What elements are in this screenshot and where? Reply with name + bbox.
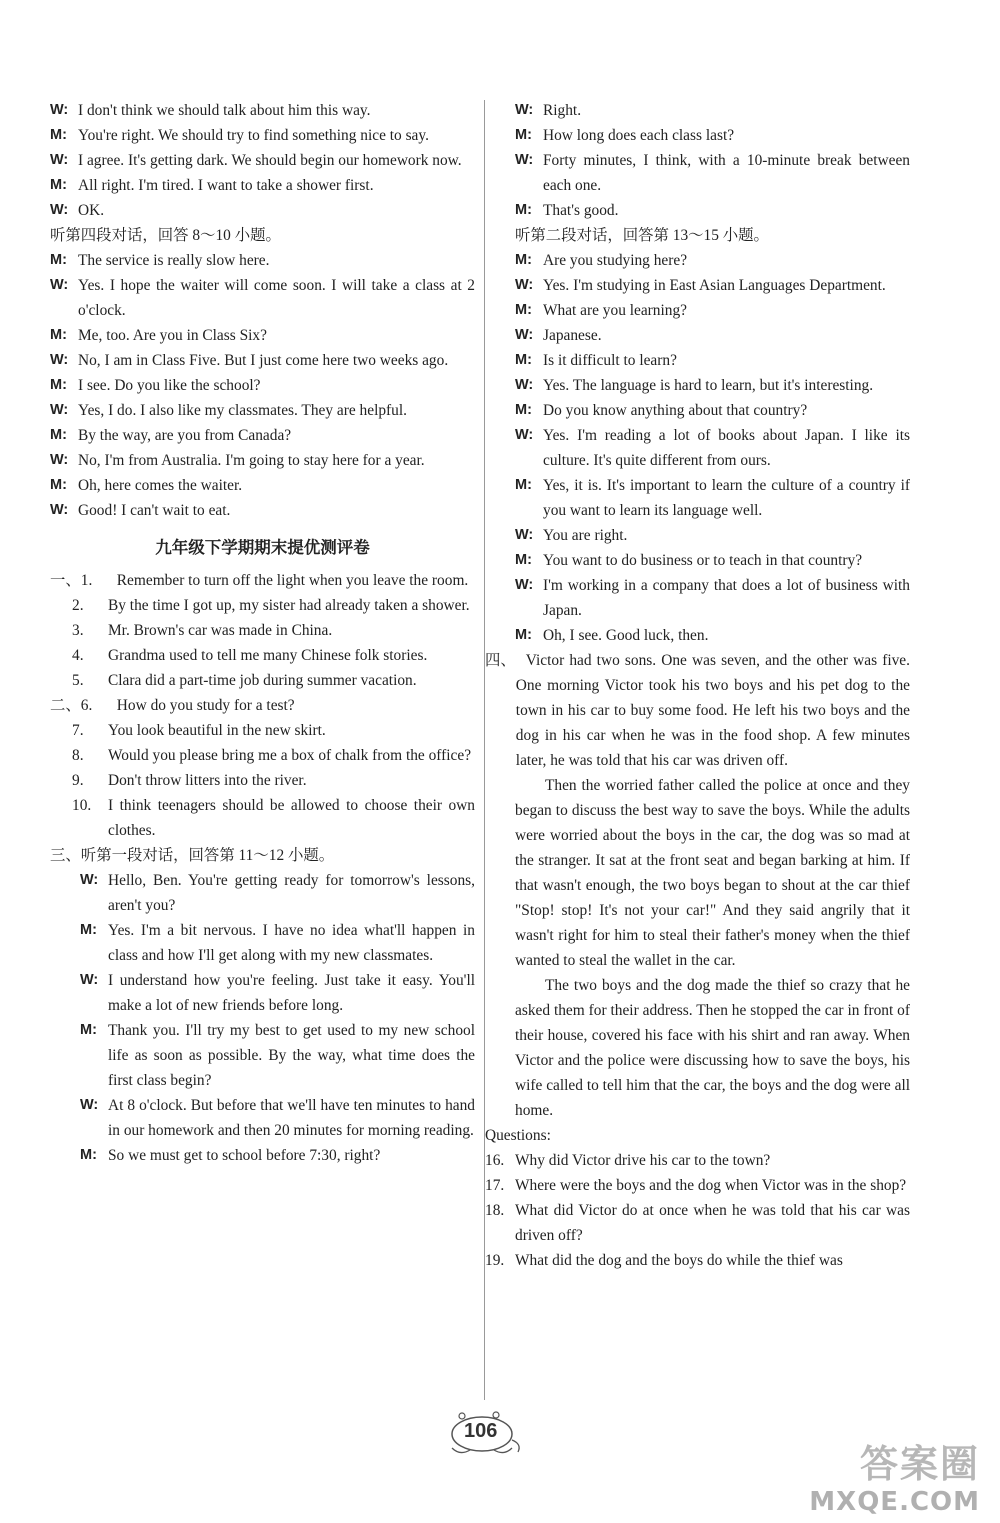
speaker-label: W: bbox=[515, 577, 534, 593]
dialog-text: Good! I can't wait to eat. bbox=[78, 502, 231, 519]
dialog-text: I agree. It's getting dark. We should begin our homework now. bbox=[78, 152, 462, 169]
dialog-line bbox=[515, 323, 910, 348]
speaker-label: W: bbox=[50, 452, 69, 468]
speaker-label: M: bbox=[515, 127, 532, 143]
dialog-line bbox=[50, 248, 475, 273]
question-item bbox=[485, 1198, 910, 1248]
dialog-text: You are right. bbox=[543, 527, 628, 544]
item-number: 5. bbox=[72, 672, 84, 689]
dialog-text: What are you learning? bbox=[543, 302, 688, 319]
dialog-line bbox=[50, 423, 475, 448]
speaker-label: M: bbox=[50, 377, 67, 393]
question-item bbox=[485, 1148, 910, 1173]
list-item bbox=[50, 768, 475, 793]
dialog-line bbox=[50, 473, 475, 498]
dialog-line bbox=[515, 373, 910, 398]
dialog-text: OK. bbox=[78, 202, 105, 219]
dialog-line bbox=[50, 498, 475, 523]
speaker-label: W: bbox=[515, 377, 534, 393]
list-item bbox=[50, 668, 475, 693]
speaker-label: M: bbox=[50, 327, 67, 343]
dialog-line bbox=[50, 348, 475, 373]
part-four bbox=[485, 648, 910, 1273]
item-number: 3. bbox=[72, 622, 84, 639]
list-item bbox=[50, 793, 475, 843]
dialog-text: Oh, I see. Good luck, then. bbox=[543, 627, 709, 644]
item-text: Remember to turn off the light when you leave the room. bbox=[116, 572, 469, 589]
dialog-text: Is it difficult to learn? bbox=[543, 352, 677, 369]
speaker-label: W: bbox=[515, 152, 534, 168]
dialog-line bbox=[515, 473, 910, 523]
question-text: What did Victor do at once when he was told that his car was driven off? bbox=[515, 1202, 910, 1244]
part-label bbox=[50, 643, 72, 668]
dialog-text: So we must get to school before 7:30, right? bbox=[108, 1147, 381, 1164]
speaker-label: W: bbox=[80, 1097, 99, 1113]
dialog-line bbox=[80, 918, 475, 968]
watermark-url: MXQE.COM bbox=[809, 1487, 980, 1517]
dialog-text: Yes, it is. It's important to learn the culture of a country if you want to learn its language well. bbox=[543, 477, 910, 519]
paragraph-text: Victor had two sons. One was seven, and the other was five. One morning Victor took his two boys and his pet dog to the town in his car to buy some food. He left his two boys and the dog in his car when he was in the food shop. A few minutes later, he was told that his car was driven off. bbox=[515, 652, 910, 769]
question-number: 17. bbox=[485, 1177, 505, 1194]
item-number: 2. bbox=[72, 597, 84, 614]
item-text: By the time I got up, my sister had already taken a shower. bbox=[108, 597, 470, 614]
question-number: 19. bbox=[485, 1252, 505, 1269]
list-item bbox=[50, 618, 475, 643]
dialog-line bbox=[515, 548, 910, 573]
speaker-label: M: bbox=[515, 302, 532, 318]
page-footer bbox=[440, 1410, 550, 1460]
watermark-chinese: 答案圈 bbox=[859, 1442, 980, 1486]
dialog-line bbox=[50, 98, 475, 123]
item-text: Don't throw litters into the river. bbox=[108, 772, 307, 789]
dialog-line bbox=[50, 173, 475, 198]
dialog-line bbox=[515, 148, 910, 198]
dialog-line bbox=[515, 248, 910, 273]
list-item bbox=[50, 693, 475, 718]
dialog-line bbox=[515, 523, 910, 548]
dialog-line bbox=[50, 323, 475, 348]
speaker-label: M: bbox=[515, 352, 532, 368]
dialog-text: I'm working in a company that does a lot of business with Japan. bbox=[543, 577, 910, 619]
dialog-text: I understand how you're feeling. Just take it easy. You'll make a lot of new friends before long. bbox=[108, 972, 475, 1014]
dialog-text: Yes. I hope the waiter will come soon. I will take a class at 2 o'clock. bbox=[78, 277, 475, 319]
speaker-label: W: bbox=[50, 277, 69, 293]
part-label bbox=[50, 593, 72, 618]
speaker-label: M: bbox=[515, 252, 532, 268]
dialog-text: You're right. We should try to find something nice to say. bbox=[78, 127, 429, 144]
speaker-label: W: bbox=[50, 502, 69, 518]
item-text: How do you study for a test? bbox=[116, 697, 295, 714]
dialog-text: The service is really slow here. bbox=[78, 252, 270, 269]
question-text: Where were the boys and the dog when Victor was in the shop? bbox=[515, 1177, 907, 1194]
dialog-text: Are you studying here? bbox=[543, 252, 688, 269]
dialog-text: I don't think we should talk about him this way. bbox=[78, 102, 371, 119]
dialog-text: How long does each class last? bbox=[543, 127, 735, 144]
dialog-line bbox=[515, 573, 910, 623]
list-item bbox=[50, 643, 475, 668]
question-number: 18. bbox=[485, 1202, 505, 1219]
speaker-label: M: bbox=[515, 477, 532, 493]
dialog-line bbox=[50, 373, 475, 398]
part-label bbox=[50, 668, 72, 693]
dialog-text: No, I am in Class Five. But I just come here two weeks ago. bbox=[78, 352, 449, 369]
dialog-text: Yes. I'm studying in East Asian Languages Department. bbox=[543, 277, 886, 294]
dialog-line bbox=[515, 98, 910, 123]
part-label bbox=[50, 618, 72, 643]
part-three-header bbox=[50, 843, 475, 868]
question-number: 16. bbox=[485, 1152, 505, 1169]
speaker-label: M: bbox=[515, 402, 532, 418]
dialog-line bbox=[50, 148, 475, 173]
dialog-line bbox=[515, 273, 910, 298]
speaker-label: W: bbox=[50, 402, 69, 418]
dialog-text: No, I'm from Australia. I'm going to stay here for a year. bbox=[78, 452, 425, 469]
passage-paragraph: The two boys and the dog made the thief so crazy that he asked them for their address. Then he stopped the car in front of their house, covered his face with his shirt and ran away. When Victor and the police were discussing how to save the boys, his wife called to tell him that the car, the boys and the dog were all home. bbox=[515, 977, 910, 1119]
dialog-text: At 8 o'clock. But before that we'll have ten minutes to hand in our homework and then 20 minutes for morning reading. bbox=[108, 1097, 475, 1139]
dialog-block bbox=[515, 98, 910, 223]
dialog-line bbox=[80, 868, 475, 918]
item-number: 10. bbox=[72, 797, 92, 814]
dialog-text: Hello, Ben. You're getting ready for tomorrow's lessons, aren't you? bbox=[108, 872, 475, 914]
question-text: Why did Victor drive his car to the town? bbox=[515, 1152, 771, 1169]
dialog-line bbox=[80, 968, 475, 1018]
speaker-label: M: bbox=[515, 202, 532, 218]
part-label bbox=[50, 768, 72, 793]
part-label: 一、 bbox=[50, 572, 81, 589]
list-item bbox=[50, 718, 475, 743]
speaker-label: W: bbox=[515, 527, 534, 543]
part-label bbox=[50, 743, 72, 768]
question-item bbox=[485, 1248, 910, 1273]
dialog-line bbox=[50, 273, 475, 323]
section-intro: 听第四段对话，回答 8～10 小题。 bbox=[50, 227, 281, 244]
page-number: 106 bbox=[464, 1420, 498, 1442]
dialog-line bbox=[50, 398, 475, 423]
item-number: 6. bbox=[80, 697, 93, 714]
dialog-text: Right. bbox=[543, 102, 582, 119]
dialog-text: I see. Do you like the school? bbox=[78, 377, 261, 394]
speaker-label: M: bbox=[80, 1022, 97, 1038]
dialog-text: Yes. The language is hard to learn, but it's interesting. bbox=[543, 377, 874, 394]
item-text: Mr. Brown's car was made in China. bbox=[108, 622, 333, 639]
item-number: 8. bbox=[72, 747, 84, 764]
section-intro: 听第二段对话，回答第 13～15 小题。 bbox=[515, 227, 769, 244]
dialog-line bbox=[515, 348, 910, 373]
part-intro: 听第一段对话，回答第 11～12 小题。 bbox=[80, 847, 335, 864]
part-label: 四、 bbox=[485, 652, 516, 669]
speaker-label: M: bbox=[50, 127, 67, 143]
speaker-label: M: bbox=[50, 177, 67, 193]
dialog-line bbox=[515, 298, 910, 323]
dialog-line bbox=[80, 1093, 475, 1143]
speaker-label: M: bbox=[50, 252, 67, 268]
dialog-text: Yes. I'm reading a lot of books about Japan. I like its culture. It's quite different from ours. bbox=[543, 427, 910, 469]
dialog-text: Me, too. Are you in Class Six? bbox=[78, 327, 267, 344]
speaker-label: W: bbox=[50, 352, 69, 368]
dialog-text: Forty minutes, I think, with a 10-minute break between each one. bbox=[543, 152, 910, 194]
speaker-label: M: bbox=[80, 922, 97, 938]
item-text: You look beautiful in the new skirt. bbox=[108, 722, 326, 739]
dialog-text: Do you know anything about that country? bbox=[543, 402, 808, 419]
speaker-label: W: bbox=[515, 427, 534, 443]
speaker-label: M: bbox=[80, 1147, 97, 1163]
speaker-label: M: bbox=[515, 552, 532, 568]
part-label bbox=[50, 718, 72, 743]
item-number: 4. bbox=[72, 647, 84, 664]
speaker-label: M: bbox=[515, 627, 532, 643]
dialog-line bbox=[515, 423, 910, 473]
list-item bbox=[50, 743, 475, 768]
dialog-line bbox=[50, 198, 475, 223]
dialog-block bbox=[50, 98, 475, 223]
dialog-text: Yes. I'm a bit nervous. I have no idea what'll happen in class and how I'll get along with my new classmates. bbox=[108, 922, 475, 964]
part-two bbox=[50, 693, 475, 843]
speaker-label: W: bbox=[50, 202, 69, 218]
part-label: 二、 bbox=[50, 697, 81, 714]
passage-paragraph bbox=[485, 648, 910, 773]
dialog-line bbox=[515, 623, 910, 648]
item-number: 9. bbox=[72, 772, 84, 789]
passage-paragraph: Then the worried father called the police at once and they began to discuss the best way to save the boys. While the adults were worried about the boys in the car, the dog was so mad at the stranger. It sat at the front seat and began barking at him. If that wasn't enough, the two boys began to shout at the car thief "Stop! stop! It's not your car!" And they said angrily that it wasn't right for him to steal their father's money when the thief wanted to steal the wallet in the car. bbox=[515, 777, 910, 969]
part-label: 三、 bbox=[50, 847, 81, 864]
speaker-label: W: bbox=[515, 327, 534, 343]
dialog-block bbox=[50, 868, 475, 1168]
dialog-line bbox=[80, 1018, 475, 1093]
dialog-text: Oh, here comes the waiter. bbox=[78, 477, 243, 494]
part-label bbox=[50, 793, 72, 843]
right-column bbox=[485, 98, 910, 1273]
item-text: Would you please bring me a box of chalk from the office? bbox=[108, 747, 472, 764]
speaker-label: W: bbox=[50, 102, 69, 118]
item-number: 1. bbox=[80, 572, 93, 589]
dialog-block bbox=[50, 248, 475, 523]
speaker-label: W: bbox=[80, 872, 99, 888]
item-text: Grandma used to tell me many Chinese folk stories. bbox=[108, 647, 428, 664]
part-one bbox=[50, 568, 475, 693]
dialog-line bbox=[515, 123, 910, 148]
dialog-line bbox=[80, 1143, 475, 1168]
dialog-line bbox=[50, 123, 475, 148]
dialog-line bbox=[50, 448, 475, 473]
dialog-line bbox=[515, 198, 910, 223]
dialog-text: All right. I'm tired. I want to take a shower first. bbox=[78, 177, 374, 194]
item-number: 7. bbox=[72, 722, 84, 739]
dialog-text: That's good. bbox=[543, 202, 619, 219]
speaker-label: W: bbox=[515, 277, 534, 293]
dialog-text: You want to do business or to teach in that country? bbox=[543, 552, 863, 569]
dialog-text: Yes, I do. I also like my classmates. They are helpful. bbox=[78, 402, 407, 419]
dialog-block bbox=[515, 248, 910, 648]
question-item bbox=[485, 1173, 910, 1198]
dialog-line bbox=[515, 398, 910, 423]
speaker-label: M: bbox=[50, 477, 67, 493]
questions-label: Questions: bbox=[485, 1127, 551, 1144]
dialog-text: By the way, are you from Canada? bbox=[78, 427, 292, 444]
test-title: 九年级下学期期末提优测评卷 bbox=[155, 538, 370, 557]
dialog-text: Japanese. bbox=[543, 327, 602, 344]
question-text: What did the dog and the boys do while the thief was bbox=[515, 1252, 843, 1269]
watermark bbox=[790, 1433, 980, 1523]
speaker-label: W: bbox=[80, 972, 99, 988]
list-item bbox=[50, 593, 475, 618]
speaker-label: W: bbox=[515, 102, 534, 118]
dialog-text: Thank you. I'll try my best to get used to my new school life as soon as possible. By the way, what time does the first class begin? bbox=[108, 1022, 475, 1089]
item-text: I think teenagers should be allowed to choose their own clothes. bbox=[108, 797, 475, 839]
list-item bbox=[50, 568, 475, 593]
speaker-label: W: bbox=[50, 152, 69, 168]
item-text: Clara did a part-time job during summer vacation. bbox=[108, 672, 417, 689]
speaker-label: M: bbox=[50, 427, 67, 443]
left-column bbox=[50, 98, 475, 1168]
